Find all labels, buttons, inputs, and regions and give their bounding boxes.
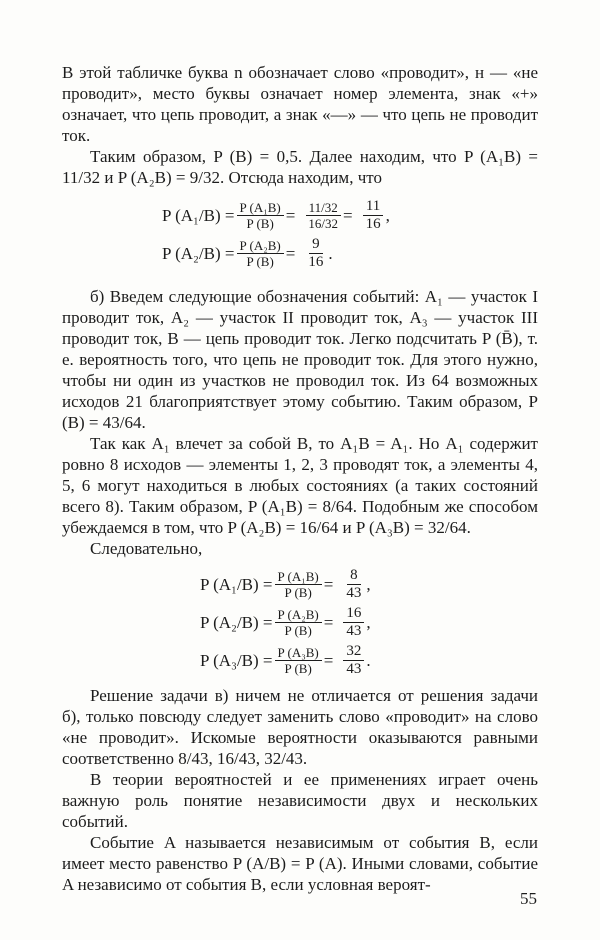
paragraph-6: Решение задачи в) ничем не отличается от решения задачи б), только повсюду следует заменить слово «проводит» на слово «не проводит». Искомые вероятности оказываются равными соответственно 8/43, 16/43, 32/43. [62,686,538,768]
paragraph-2: Таким образом, P (B) = 0,5. Далее находим, что P (A₁B) = 11/32 и P (A₂B) = 9/32. Отсюда находим, что [62,147,538,187]
equation-block-2 [200,565,538,679]
equation-2: P (A₂/B) = $\frac{\text{P (A₂B)}}{P (B)}$ = $\frac{9}{16}$ . [162,235,333,270]
equation-3c: P (A₃/B) = $\frac{\text{P (A₃B)}}{P (B)}$ = $\frac{32}{43}$ . [200,642,371,677]
paragraph-5: Следовательно, [90,539,203,558]
paragraph-3: б) Введем следующие обозначения событий: A₁ — участок I проводит ток, A₂ — участок II проводит ток, A₃ — участок III проводит ток, B — цепь проводит ток. Легко подсчитать P (B̄), т. е. вероятность того, что цепь не проводит ток. Для этого нужно, чтобы ни один из участков не проводил ток. Из 64 возможных исходов 21 благоприятствует этому событию. Таким образом, P (B) = 43/64. [62,287,538,432]
equation-3a: P (A₁/B) = $\frac{\text{P (A₁B)}}{P (B)}$ = $\frac{8}{43}$ , [200,566,371,601]
paragraph-4: Так как A₁ влечет за собой B, то A₁B = A₁. Но A₁ содержит ровно 8 исходов — элементы 1, 2, 3 проводят ток, а элементы 4, 5, 6 могут находиться в любых состояниях (а таких состояний всего 8). Таким образом, P (A₁B) = 8/64. Подобным же способом убеждаемся в том, что P (A₂B) = 16/64 и P (A₃B) = 32/64. [62,434,538,537]
paragraph-8: Событие A называется независимым от события B, если имеет место равенство P (A/B) = P (A). Иными словами, событие A независимо от события B, если условная вероят- [62,833,538,894]
equation-3b: P (A₂/B) = $\frac{\text{P (A₂B)}}{P (B)}$ = $\frac{16}{43}$ , [200,604,371,639]
paragraph-7: В теории вероятностей и ее применениях играет очень важную роль понятие независимости двух и нескольких событий. [62,770,538,831]
equation-block-1 [162,196,538,272]
page-body [62,62,538,895]
paragraph-1: В этой табличке буква n обозначает слово «проводит», н — «не проводит», место буквы означает номер элемента, знак «+» означает, что цепь проводит, а знак «—» — что цепь не проводит ток. [62,63,538,145]
equation-1: P (A₁/B) = $\frac{\text{P (A₁B)}}{P (B)}$ = $\frac{11/32}{16/32}$ = $\frac{11}{16}$ , [162,197,390,232]
page-number: 55 [520,889,537,908]
